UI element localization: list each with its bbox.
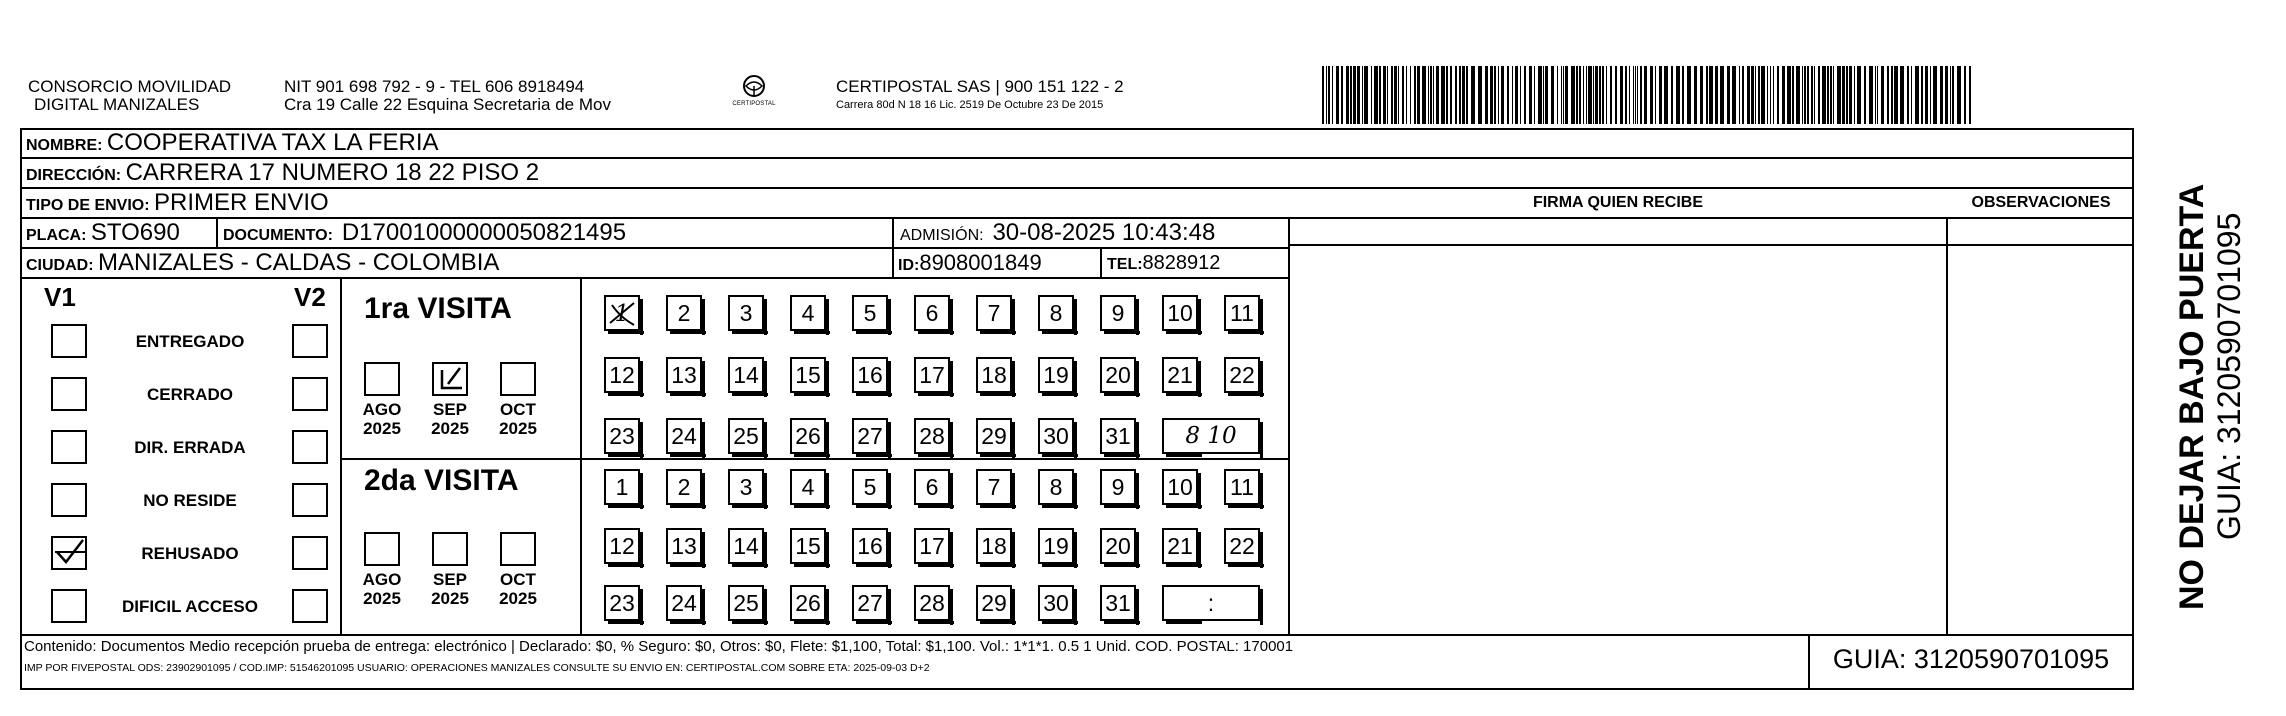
side-guia: GUIA: 3120590701095 <box>2211 212 2247 540</box>
month-checkbox-ago[interactable] <box>364 362 400 396</box>
id-value: 8908001849 <box>919 250 1042 275</box>
month-label <box>352 570 412 608</box>
day-box-30[interactable]: 30 <box>1038 418 1074 454</box>
day-value: 1 <box>614 301 630 327</box>
day-box-16[interactable]: 16 <box>852 357 888 393</box>
status-label: CERRADO <box>147 385 233 404</box>
day-box-9[interactable]: 9 <box>1100 295 1136 331</box>
day-box-15[interactable]: 15 <box>790 528 826 564</box>
ciudad-label: CIUDAD: <box>26 257 94 274</box>
observaciones-header: OBSERVACIONES <box>1971 194 2111 211</box>
day-box-31[interactable]: 31 <box>1100 418 1136 454</box>
day-box-28[interactable]: 28 <box>914 418 950 454</box>
day-box-11[interactable]: 11 <box>1224 295 1260 331</box>
day-box-26[interactable]: 26 <box>790 418 826 454</box>
nit-line: NIT 901 698 792 - 9 - TEL 606 8918494 <box>284 77 585 96</box>
time-box[interactable]: 8 10 <box>1162 418 1260 454</box>
admision-value: 30-08-2025 10:43:48 <box>992 219 1216 246</box>
nombre-label: NOMBRE: <box>26 137 103 154</box>
v1-checkbox-dir-errada[interactable] <box>51 430 87 464</box>
month-label <box>420 400 480 438</box>
certipostal-line2: Carrera 80d N 18 16 Lic. 2519 De Octubre 23 De 2015 <box>836 99 1104 111</box>
side-warning: NO DEJAR BAJO PUERTA <box>2173 183 2211 610</box>
v1-checkbox-rehusado[interactable] <box>51 536 87 570</box>
day-box-8[interactable]: 8 <box>1038 469 1074 505</box>
day-box-17[interactable]: 17 <box>914 528 950 564</box>
day-box-28[interactable]: 28 <box>914 585 950 621</box>
month-label <box>352 400 412 438</box>
month-name: OCT <box>500 400 536 419</box>
cross-mark-icon <box>606 297 638 329</box>
day-box-20[interactable]: 20 <box>1100 357 1136 393</box>
day-box-23[interactable]: 23 <box>604 418 640 454</box>
v1-checkbox-dificil-acceso[interactable] <box>51 589 87 623</box>
day-box-1[interactable] <box>604 295 640 331</box>
check-mark-icon <box>53 538 85 568</box>
month-checkbox-ago[interactable] <box>364 532 400 566</box>
visit2-title: 2da VISITA <box>364 464 519 497</box>
day-box-31[interactable]: 31 <box>1100 585 1136 621</box>
day-box-27[interactable]: 27 <box>852 418 888 454</box>
id-cell <box>894 249 1100 280</box>
documento-value: D17001000000050821495 <box>341 219 627 246</box>
day-box-8[interactable]: 8 <box>1038 295 1074 331</box>
footer-imp: IMP POR FIVEPOSTAL ODS: 23902901095 / COD.IMP: 51546201095 USUARIO: OPERACIONES MANIZALES CONSULTE SU ENVIO EN: CERTIPOSTAL.COM SOBRE ETA: 2025-09-03 D+2 <box>24 662 930 674</box>
day-box-12[interactable]: 12 <box>604 528 640 564</box>
month-name: SEP <box>432 400 468 419</box>
day-box-16[interactable]: 16 <box>852 528 888 564</box>
day-box-24[interactable]: 24 <box>666 418 702 454</box>
status-label: ENTREGADO <box>135 332 245 351</box>
day-box-3[interactable]: 3 <box>728 469 764 505</box>
month-checkbox-sep[interactable] <box>432 362 468 396</box>
day-box-13[interactable]: 13 <box>666 357 702 393</box>
status-label: DIFICIL ACCESO <box>121 597 258 616</box>
day-box-12[interactable]: 12 <box>604 357 640 393</box>
day-box-19[interactable]: 19 <box>1038 357 1074 393</box>
tipo-row <box>22 189 1282 220</box>
ciudad-cell <box>22 249 890 280</box>
visit1-title: 1ra VISITA <box>364 292 512 325</box>
day-box-3[interactable]: 3 <box>728 295 764 331</box>
day-box-20[interactable]: 20 <box>1100 528 1136 564</box>
day-box-24[interactable]: 24 <box>666 585 702 621</box>
month-checkbox-oct[interactable] <box>500 532 536 566</box>
v2-checkbox-no-reside[interactable] <box>292 483 328 517</box>
day-box-6[interactable]: 6 <box>914 469 950 505</box>
day-box-21[interactable]: 21 <box>1162 528 1198 564</box>
day-box-25[interactable]: 25 <box>728 418 764 454</box>
month-name: SEP <box>432 570 468 589</box>
month-name: AGO <box>362 570 402 589</box>
day-box-30[interactable]: 30 <box>1038 585 1074 621</box>
day-box-2[interactable]: 2 <box>666 295 702 331</box>
day-box-18[interactable]: 18 <box>976 528 1012 564</box>
nombre-value: COOPERATIVA TAX LA FERIA <box>106 129 439 156</box>
month-label <box>488 570 548 608</box>
company-name-line1: CONSORCIO MOVILIDAD <box>28 77 232 96</box>
day-box-10[interactable]: 10 <box>1162 295 1198 331</box>
status-label: DIR. ERRADA <box>134 438 246 457</box>
tel-cell <box>1103 249 1287 279</box>
day-box-11[interactable]: 11 <box>1224 469 1260 505</box>
v2-header: V2 <box>294 282 326 312</box>
company-name-line2: DIGITAL MANIZALES <box>34 95 200 114</box>
day-box-7[interactable]: 7 <box>976 469 1012 505</box>
documento-cell <box>219 219 891 250</box>
admision-cell <box>896 219 1288 250</box>
v1-checkbox-cerrado[interactable] <box>51 377 87 411</box>
nombre-row <box>22 129 1922 160</box>
day-box-13[interactable]: 13 <box>666 528 702 564</box>
day-box-26[interactable]: 26 <box>790 585 826 621</box>
day-box-17[interactable]: 17 <box>914 357 950 393</box>
month-year: 2025 <box>499 589 537 608</box>
check-mark-icon <box>434 364 466 394</box>
day-box-14[interactable]: 14 <box>728 357 764 393</box>
tel-value: 8828912 <box>1142 252 1221 274</box>
day-box-19[interactable]: 19 <box>1038 528 1074 564</box>
month-year: 2025 <box>431 589 469 608</box>
day-box-5[interactable]: 5 <box>852 295 888 331</box>
status-label: NO RESIDE <box>143 491 237 510</box>
month-name: AGO <box>362 400 402 419</box>
day-box-7[interactable]: 7 <box>976 295 1012 331</box>
v1-checkbox-entregado[interactable] <box>51 324 87 358</box>
tipo-value: PRIMER ENVIO <box>154 189 329 216</box>
day-box-4[interactable]: 4 <box>790 469 826 505</box>
time-box[interactable]: : <box>1162 585 1260 621</box>
day-box-2[interactable]: 2 <box>666 469 702 505</box>
month-checkbox-oct[interactable] <box>500 362 536 396</box>
v1-header: V1 <box>44 282 76 312</box>
firma-header: FIRMA QUIEN RECIBE <box>1532 194 1704 211</box>
day-box-9[interactable]: 9 <box>1100 469 1136 505</box>
month-year: 2025 <box>499 419 537 438</box>
month-year: 2025 <box>363 589 401 608</box>
barcode <box>1322 66 1974 124</box>
month-year: 2025 <box>431 419 469 438</box>
day-box-6[interactable]: 6 <box>914 295 950 331</box>
day-box-1[interactable]: 1 <box>604 469 640 505</box>
v1-checkbox-no-reside[interactable] <box>51 483 87 517</box>
day-box-21[interactable]: 21 <box>1162 357 1198 393</box>
month-label <box>488 400 548 438</box>
placa-label: PLACA: <box>26 227 87 244</box>
day-box-25[interactable]: 25 <box>728 585 764 621</box>
certipostal-line1: CERTIPOSTAL SAS | 900 151 122 - 2 <box>836 77 1124 96</box>
v2-checkbox-cerrado[interactable] <box>292 377 328 411</box>
day-box-5[interactable]: 5 <box>852 469 888 505</box>
id-label: ID: <box>898 257 920 274</box>
tel-label: TEL: <box>1107 256 1143 273</box>
tipo-label: TIPO DE ENVIO: <box>26 197 150 214</box>
documento-label: DOCUMENTO: <box>223 227 333 244</box>
day-box-14[interactable]: 14 <box>728 528 764 564</box>
month-name: OCT <box>500 570 536 589</box>
v2-checkbox-rehusado[interactable] <box>292 536 328 570</box>
day-box-4[interactable]: 4 <box>790 295 826 331</box>
month-label <box>420 570 480 608</box>
day-box-29[interactable]: 29 <box>976 418 1012 454</box>
footer-guia: GUIA: 3120590701095 <box>1832 644 2110 674</box>
v2-checkbox-dir-errada[interactable] <box>292 430 328 464</box>
day-box-10[interactable]: 10 <box>1162 469 1198 505</box>
direccion-value: CARRERA 17 NUMERO 18 22 PISO 2 <box>125 159 540 186</box>
month-checkbox-sep[interactable] <box>432 532 468 566</box>
status-label: REHUSADO <box>141 544 239 563</box>
month-year: 2025 <box>363 419 401 438</box>
day-box-22[interactable]: 22 <box>1224 357 1260 393</box>
direccion-label: DIRECCIÓN: <box>26 167 122 184</box>
admision-label: ADMISIÓN: <box>900 227 984 244</box>
placa-cell <box>22 219 216 250</box>
day-box-29[interactable]: 29 <box>976 585 1012 621</box>
certipostal-logo <box>724 74 784 114</box>
day-box-18[interactable]: 18 <box>976 357 1012 393</box>
address-line: Cra 19 Calle 22 Esquina Secretaria de Mov <box>284 95 611 114</box>
day-box-15[interactable]: 15 <box>790 357 826 393</box>
direccion-row <box>22 159 1922 190</box>
day-box-23[interactable]: 23 <box>604 585 640 621</box>
footer-contenido: Contenido: Documentos Medio recepción prueba de entrega: electrónico | Declarado: $0, % Seguro: $0, Otros: $0, Flete: $1,100, Total: $1,100. Vol.: 1*1*1. 0.5 1 Unid. COD. POSTAL: 170001 <box>24 638 1294 655</box>
v2-checkbox-entregado[interactable] <box>292 324 328 358</box>
day-box-27[interactable]: 27 <box>852 585 888 621</box>
placa-value: STO690 <box>90 219 180 246</box>
ciudad-value: MANIZALES - CALDAS - COLOMBIA <box>98 249 500 276</box>
logo-text: CERTIPOSTAL <box>732 101 776 107</box>
day-box-22[interactable]: 22 <box>1224 528 1260 564</box>
v2-checkbox-dificil-acceso[interactable] <box>292 589 328 623</box>
